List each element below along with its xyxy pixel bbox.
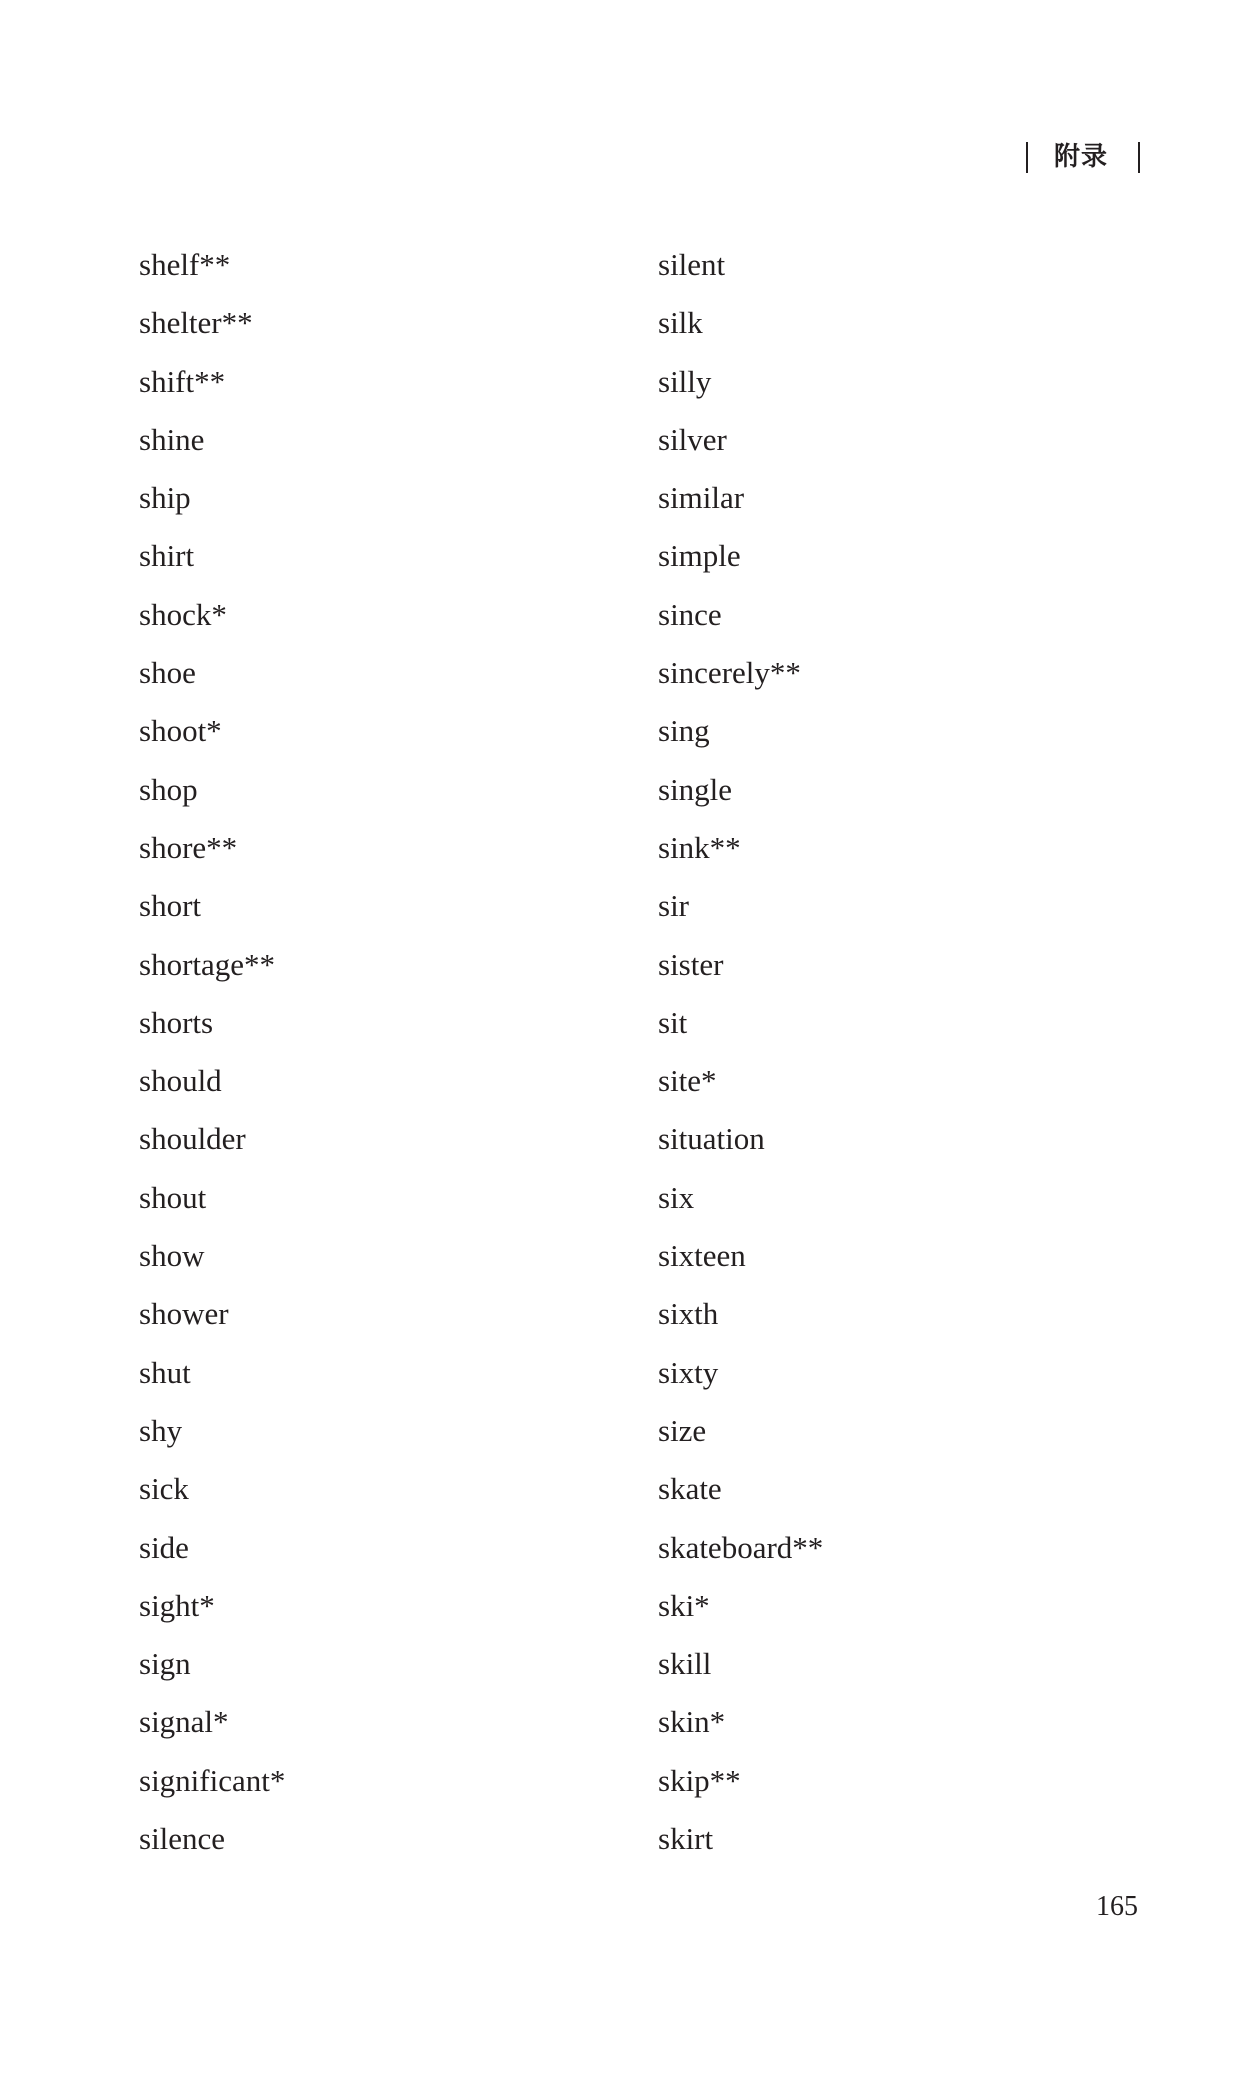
word-entry: sight*: [139, 1587, 215, 1623]
word-column-left: [139, 236, 285, 1868]
word-entry: shock*: [139, 596, 227, 632]
word-entry: shorts: [139, 1004, 214, 1040]
word-entry: shoe: [139, 655, 196, 691]
word-entry: shy: [139, 1412, 183, 1448]
word-entry: sir: [658, 888, 689, 924]
word-entry: significant*: [139, 1762, 286, 1798]
word-entry: ship: [139, 480, 191, 516]
word-entry: single: [658, 771, 733, 807]
word-entry: shine: [139, 421, 205, 457]
word-entry: signal*: [139, 1704, 229, 1740]
word-entry: short: [139, 888, 201, 924]
word-entry: shift**: [139, 363, 226, 399]
word-column-right: [658, 236, 823, 1868]
word-entry: similar: [658, 480, 745, 516]
header-rule-right: [1138, 142, 1140, 173]
word-entry: shower: [139, 1296, 229, 1332]
page-number: 165: [1096, 1891, 1138, 1922]
word-entry: since: [658, 596, 722, 632]
word-entry: shortage**: [139, 946, 276, 982]
word-entry: sign: [139, 1646, 191, 1682]
word-entry: sink**: [658, 829, 741, 865]
word-entry: skin*: [658, 1704, 726, 1740]
word-entry: shelf**: [139, 247, 231, 282]
word-entry: skateboard**: [658, 1529, 824, 1565]
word-entry: silent: [658, 247, 726, 282]
word-entry: sister: [658, 946, 724, 982]
word-entry: six: [658, 1179, 695, 1215]
word-entry: silk: [658, 305, 703, 341]
word-entry: size: [658, 1412, 707, 1448]
word-entry: site*: [658, 1063, 717, 1099]
word-entry: should: [139, 1063, 222, 1099]
word-entry: sincerely**: [658, 655, 801, 691]
word-entry: shoot*: [139, 713, 222, 749]
word-entry: sixth: [658, 1296, 719, 1332]
word-entry: shelter**: [139, 305, 253, 341]
word-entry: situation: [658, 1121, 765, 1157]
word-entry: show: [139, 1238, 205, 1274]
word-entry: skill: [658, 1646, 712, 1682]
word-entry: shirt: [139, 538, 195, 574]
word-entry: sixty: [658, 1354, 719, 1390]
word-entry: side: [139, 1529, 189, 1565]
word-entry: sing: [658, 713, 710, 749]
word-entry: ski*: [658, 1587, 710, 1623]
word-entry: skip**: [658, 1762, 741, 1798]
header-title: 附录: [1054, 142, 1109, 172]
word-entry: skirt: [658, 1821, 714, 1857]
word-entry: shut: [139, 1354, 191, 1390]
word-entry: silence: [139, 1821, 226, 1857]
word-entry: sit: [658, 1004, 688, 1040]
word-entry: skate: [658, 1471, 722, 1507]
word-entry: shout: [139, 1179, 207, 1215]
word-entry: simple: [658, 538, 741, 574]
word-entry: silly: [658, 363, 712, 399]
word-entry: shoulder: [139, 1121, 246, 1157]
word-entry: sixteen: [658, 1238, 746, 1274]
word-entry: shop: [139, 771, 198, 807]
header-rule-left: [1026, 142, 1028, 173]
running-header: [1010, 140, 1162, 180]
word-entry: sick: [139, 1471, 189, 1507]
word-entry: shore**: [139, 829, 238, 865]
word-entry: silver: [658, 421, 727, 457]
